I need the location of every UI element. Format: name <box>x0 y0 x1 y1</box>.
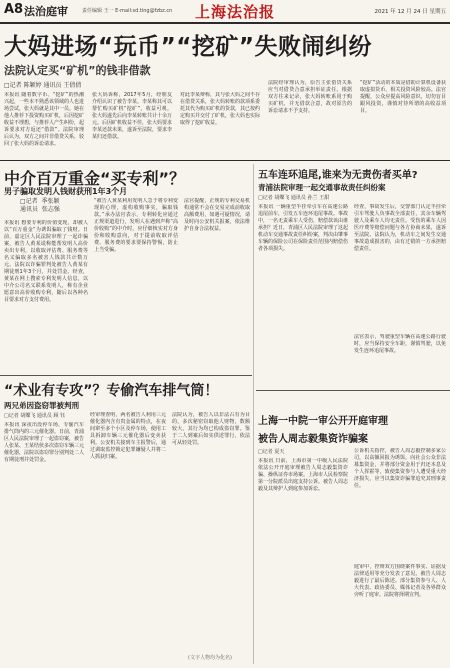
story3-subtitle: 青浦法院审理一起交通事故责任纠纷案 <box>258 183 386 192</box>
lead-col-4: 法院经审理认为，原告主张借贷关系应当对借贷合意承担举证责任。根据双方往来记录，张大妈转账系用于购买矿机，并无借款合意，故对原告的诉讼请求不予支持。 <box>268 80 352 114</box>
story4-byline: □记者 胡蝶飞 通讯员 顾 钰 <box>4 413 66 419</box>
lead-subhead: 法院认定买“矿机”的钱非借款 <box>4 64 151 77</box>
page-header <box>0 0 450 24</box>
story4-divider <box>0 375 252 376</box>
lead-headline: 大妈进场“玩币”“挖矿”失败闹纠纷 <box>4 34 372 60</box>
story5-title-2: 被告人周志毅集资诈骗案 <box>258 434 368 445</box>
story5-title: 上海一中院一审公开开庭审理 <box>258 416 388 427</box>
story3-title: 五车连环追尾,谁来为无责伤者买单? <box>258 170 418 181</box>
story5-col-2: 公诉机关指控，被告人周志毅控制多家公司，以高额回报为诱饵，向社会公众非法募集资金，并将部分资金用于归还本息及个人挥霍等，致使集资参与人遭受重大经济损失，应当以集资诈骗罪追究其刑事责任。 <box>354 448 446 489</box>
story5-byline: □记者 夏天 <box>258 449 285 455</box>
issue-date: 2021 年 12 月 24 日 星期五 <box>374 9 446 15</box>
story5-col-1: 本报讯 日前，上海市第一中级人民法院依法公开开庭审理被告人周志毅集资诈骗、操纵证券市场案。上海市人民检察院第一分院派员出庭支持公诉。被告人周志毅及其辩护人到庭参加诉讼。 <box>258 458 348 492</box>
story2-title: 中介百万重金“买专利”？ <box>4 169 186 188</box>
page-number: A8 <box>4 2 24 17</box>
story4-col-3: 法院认为，被告人以非法占有为目的，多次秘密窃取他人财物，数额较大，其行为均已构成盗窃罪。鉴于二人到案后如实供述罪行，依法可从轻处罚。 <box>172 412 250 446</box>
story2-byline: □记者 季张颖 通讯员 张志强 <box>20 198 60 213</box>
story4-col-2: 经审理查明，两名被告人利用三元催化器内含有贵金属的特点，在夜间窜至多个小区及停车场，使用工具拆卸车辆三元催化器后变卖获利。公安机关接到车主报警后，通过调取监控锁定犯罪嫌疑人并将二人抓获归案。 <box>90 412 166 460</box>
story5-col-3: 庭审中，控辩双方围绕案件事实、证据及法律适用等充分发表了意见。被告人周志毅进行了最后陈述。部分集资参与人、人大代表、政协委员、媒体记者及各界群众旁听了庭审。法院将择期宣判。 <box>354 564 446 598</box>
story2-col-1: 本报讯 想要专利的价值变现，却被人以“百万重金”为诱饵骗取了钱财。日前，嘉定区人民法院审理了一起诈骗案，被告人黄某谎称能帮发明人高价卖出专利，以收取评估费、服务费等名义骗取多名被害人钱款共计数万元。法院以诈骗罪判处被告人黄某有期徒刑1年3个月，并处罚金。经查，黄某在网上搜索专利发明人信息，以中介公司名义联系发明人，称有企业愿意出高价收购专利，随后以各种名目要求对方支付费用。 <box>4 220 88 303</box>
lead-byline: □记者 陈颖婷 通讯员 王倩倩 <box>4 82 82 89</box>
story4-note: (文字人物均为化名) <box>188 655 232 661</box>
story3-byline: □记者 胡蝶飞 通讯员 孙兰 王甜 <box>258 195 330 201</box>
story2-col-2: “被告人黄某利用发明人急于将专利变现的心理，虚构收购事实，骗取钱款。”承办法官表示，专利转化应通过正规渠道进行，发明人在遇到声称“高价收购”的中介时，应仔细核实对方身份和收购意向，对于提前收取评估费、服务费的要求要保持警惕，防止上当受骗。 <box>94 198 178 253</box>
story4-col-1: 本报讯 深夜出没停车场，专偷汽车排气筒内的三元催化器。日前，青浦区人民法院审理了一起盗窃案，被告人张某、王某结伙多次盗窃车辆三元催化器，法院以盗窃罪分别判处二人有期徒刑并处罚金。 <box>4 422 84 463</box>
story2-subtitle: 男子骗取发明人钱财获刑1年3个月 <box>4 187 128 196</box>
story5-divider <box>256 390 450 391</box>
lead-col-3: 对此李某辩称，其与张大妈之间不存在借贷关系，张大妈转账的款项系委托其代为购买矿机的货款，其已按约定购买并交付了矿机，张大妈也实际取得了挖矿收益。 <box>180 92 260 126</box>
lead-col-5: “挖矿”活动的本质是借助计算机设备获取虚拟货币，相关投资风险较高。法官提醒，公众应提高风险意识，切勿盲目跟风投资，谨慎对待所谓的高收益项目。 <box>360 80 446 114</box>
story2-col-3: 法官提醒，正规的专利交易机构通常不会在交易完成前收取高额费用，如遇可疑情况，请及时向公安机关报案，依法维护自身合法权益。 <box>184 198 250 232</box>
lead-col-1: 本报讯 随着数字币、“挖矿”的热潮兴起，一些本不熟悉该领域的人也进场尝试，张大妈就是其中一员。她在他人推荐下投资购买矿机，后因挖矿收益不理想，与推荐人产生纠纷，起诉要求对方返还“借款”。法院审理后认为，双方之间并非借贷关系，驳回了张大妈的诉讼请求。 <box>4 92 84 147</box>
section-title: 法治庭审 <box>24 5 68 18</box>
story3-col-1: 本报讯 一辆重型半挂牵引车在高速公路追尾前车，引发五车连环追尾事故。事故中，一名无责乘车人受伤，赔偿款该由谁承担？近日，青浦区人民法院审理了这起机动车交通事故责任纠纷案，判决由肇事车辆的保险公司在保险责任范围内赔偿伤者各项损失。 <box>258 204 348 252</box>
story4-title: “术业有专攻”？专偷汽车排气筒！ <box>4 383 219 399</box>
story3-col-3: 法官表示，驾驶重型车辆在高速公路行驶时，应当保持安全车距，谨慎驾驶，以免发生连环追尾事故。 <box>354 334 446 354</box>
section-divider <box>0 160 450 161</box>
story3-col-2: 经查，事故发生后，交警部门认定半挂牵引车驾驶人负事故全部责任，其余车辆驾驶人及乘车人均无责任。受伤的乘车人因医疗费等赔偿问题与各方协商未果，遂诉至法院。法院认为，机动车之间发生交通事故造成损害的，由有过错的一方承担赔偿责任。 <box>354 204 446 252</box>
editor-info: 责任编辑 王一 E-mail:sd.ting@fzbz.cn <box>82 8 173 14</box>
lead-col-2: 张大妈诉称，2017年5月，经朋友介绍认识了被告李某。李某称其可以帮忙购买矿机“挖矿”，收益可观。张大妈遂先后向李某转账共计十余万元。后因矿机收益不佳，张大妈要求李某还款未果，遂诉至法院，要求李某归还借款。 <box>92 92 172 140</box>
column-divider <box>253 164 254 664</box>
story4-subtitle: 两兄弟因盗窃罪被判刑 <box>4 401 79 410</box>
newspaper-logo: 上海法治报 <box>195 3 276 21</box>
